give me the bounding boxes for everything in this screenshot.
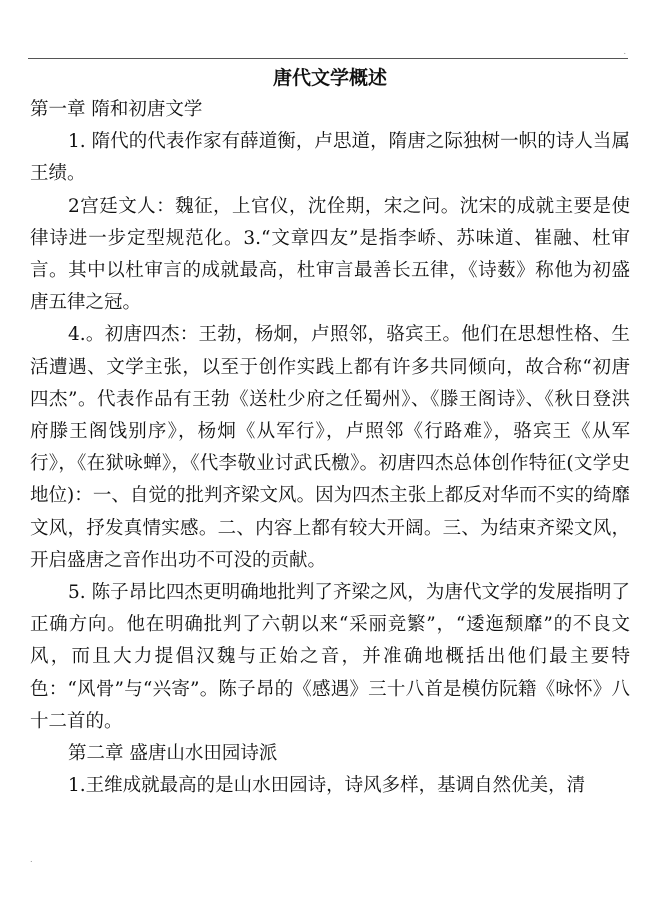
paragraph-1: 1. 隋代的代表作家有薛道衡，卢思道，隋唐之际独树一帜的诗人当属王绩。	[30, 131, 630, 185]
document-body	[30, 62, 630, 802]
corner-mark-top-right: .	[623, 47, 626, 56]
chapter-heading-1: 第一章 隋和初唐文学	[30, 99, 203, 120]
paragraph-5: 1.王维成就最高的是山水田园诗，诗风多样，基调自然优美，清	[68, 775, 586, 797]
header-rule	[28, 58, 628, 59]
paragraph-4: 5. 陈子昂比四杰更明确地批判了齐梁之风，为唐代文学的发展指明了正确方向。他在明确批判了六朝以来“采丽竞繁”，“逶迤颓靡”的不良文风，而且大力提倡汉魏与正始之音，并准确地概括出他们最主要特色：“风骨”与“兴寄”。陈子昂的《感遇》三十八首是模仿阮籍《咏怀》八十二首的。	[30, 582, 630, 732]
corner-mark-bottom-left: .	[30, 855, 33, 864]
chapter-heading-2: 第二章 盛唐山水田园诗派	[68, 743, 278, 765]
paragraph-2: 2宫廷文人：魏征，上官仪，沈佺期，宋之问。沈宋的成就主要是使律诗进一步定型规范化。3.“文章四友”是指李峤、苏味道、崔融、杜审言。其中以杜审言的成就最高，杜审言最善长五律，《诗薮》称他为初盛唐五律之冠。	[30, 195, 630, 314]
page-title: 唐代文学概述	[272, 67, 387, 89]
paragraph-3: 4.。初唐四杰：王勃，杨炯，卢照邻，骆宾王。他们在思想性格、生活遭遇、文学主张，以至于创作实践上都有许多共同倾向，故合称“初唐四杰”。代表作品有王勃《送杜少府之任蜀州》、《滕王阁诗》、《秋日登洪府滕王阁饯别序》，杨炯《从军行》，卢照邻《行路难》，骆宾王《从军行》，《在狱咏蝉》，《代李敬业讨武氏檄》。初唐四杰总体创作特征(文学史地位)：一、自觉的批判齐梁文风。因为四杰主张上都反对华而不实的绮靡文风，抒发真情实感。二、内容上都有较大开阔。三、为结束齐梁文风，开启盛唐之音作出功不可没的贡献。	[30, 324, 630, 571]
